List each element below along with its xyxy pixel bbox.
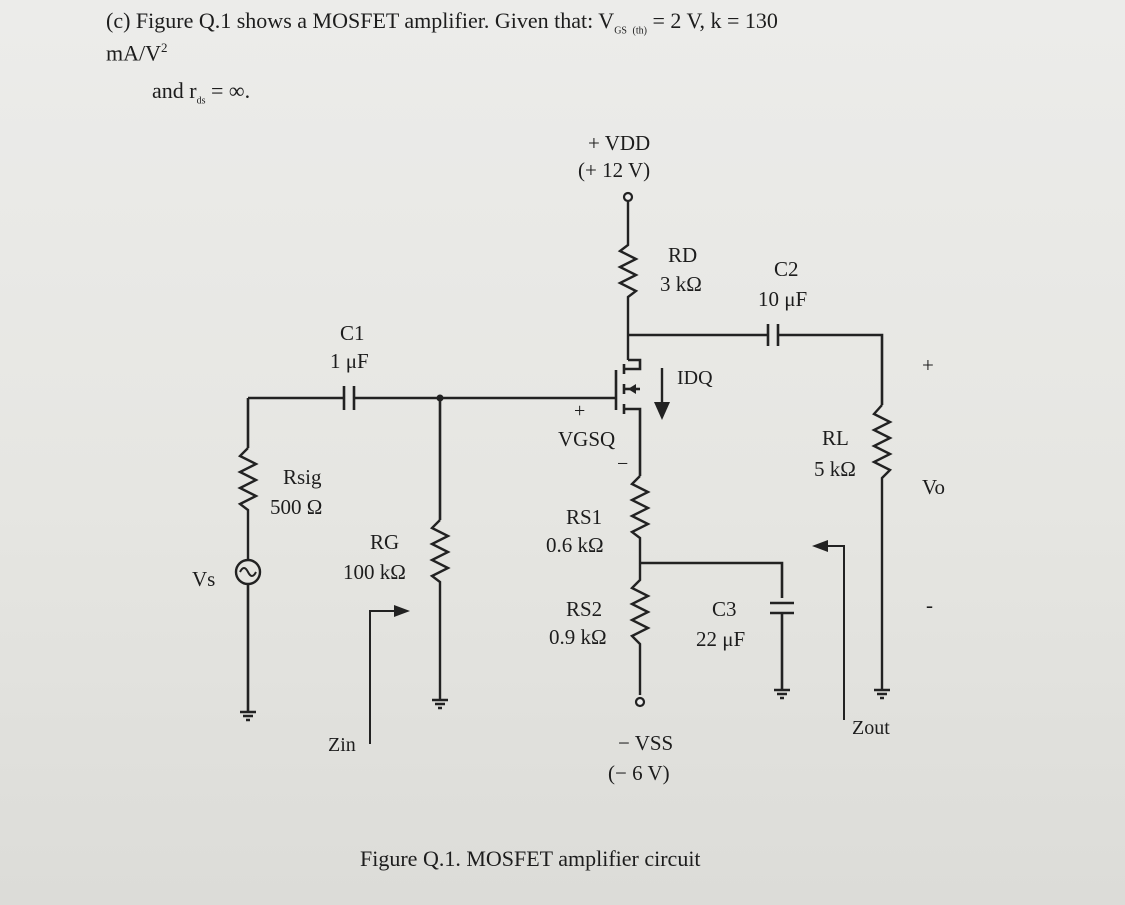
zout-indicator-line — [828, 546, 844, 720]
rds-subscript: ds — [196, 95, 206, 107]
rl-value: 5 kΩ — [814, 457, 856, 481]
vgsq-minus-sign: − — [617, 453, 629, 475]
c3-capacitor-icon — [770, 603, 794, 613]
vo-minus-sign: - — [926, 593, 933, 617]
vss-value: (− 6 V) — [608, 761, 670, 785]
c1-label: C1 — [340, 321, 365, 345]
vgsq-label: VGSQ — [558, 427, 616, 451]
vgsq-plus-sign: + — [574, 400, 586, 422]
vdd-terminal-icon — [624, 193, 632, 201]
rg-value: 100 kΩ — [343, 560, 406, 584]
c2-to-rl-wire — [778, 335, 882, 405]
rs1-label: RS1 — [566, 505, 603, 529]
vo-label: Vo — [922, 475, 945, 499]
zout-label: Zout — [852, 717, 890, 739]
vgs-subscript: GS — [614, 25, 627, 37]
question-units-exponent: 2 — [161, 40, 168, 55]
rs2-resistor-icon — [632, 563, 648, 695]
rs2-value: 0.9 kΩ — [549, 625, 607, 649]
vs-label: Vs — [192, 567, 216, 591]
rl-label: RL — [822, 426, 849, 450]
zin-indicator-line — [370, 611, 394, 744]
rl-resistor-icon — [874, 405, 890, 690]
zin-arrow-icon — [394, 605, 410, 617]
idq-arrow-head-icon — [654, 402, 670, 420]
zin-label: Zin — [328, 734, 356, 756]
rl-ground-icon — [874, 690, 890, 698]
mosfet-icon — [616, 360, 640, 432]
vgs-th-subscript: (th) — [632, 25, 647, 37]
rs-junction-to-c3-wire — [640, 563, 782, 598]
question-line3-suffix: = ∞. — [205, 78, 251, 103]
c3-label: C3 — [712, 597, 737, 621]
c2-value: 10 μF — [758, 287, 808, 311]
c2-label: C2 — [774, 257, 799, 281]
c1-capacitor-icon — [344, 386, 354, 410]
rsig-value: 500 Ω — [270, 495, 323, 519]
rd-label: RD — [668, 243, 698, 267]
c3-ground-icon — [774, 690, 790, 698]
vdd-label: + VDD — [588, 131, 651, 155]
rsig-label: Rsig — [283, 465, 322, 489]
rs1-value: 0.6 kΩ — [546, 533, 604, 557]
rs1-resistor-icon — [632, 476, 648, 563]
vs-ground-icon — [240, 712, 256, 720]
ac-wave-icon — [240, 568, 256, 576]
zout-arrow-icon — [812, 540, 828, 552]
question-line1-prefix: (c) Figure Q.1 shows a MOSFET amplifier. Given that: V — [106, 8, 615, 33]
c3-value: 22 μF — [696, 627, 746, 651]
vss-label: − VSS — [618, 731, 674, 755]
idq-label: IDQ — [677, 367, 713, 389]
c2-capacitor-icon — [768, 324, 778, 346]
figure-caption: Figure Q.1. MOSFET amplifier circuit — [360, 846, 701, 871]
c1-value: 1 μF — [330, 349, 369, 373]
vss-terminal-icon — [636, 698, 644, 706]
rg-resistor-icon — [432, 520, 448, 700]
rg-label: RG — [370, 530, 400, 554]
rg-ground-icon — [432, 700, 448, 708]
rs2-label: RS2 — [566, 597, 603, 621]
question-units: mA/V — [106, 40, 161, 66]
vdd-value: (+ 12 V) — [578, 158, 651, 182]
vo-plus-sign: + — [922, 353, 934, 377]
rsig-resistor-icon — [240, 448, 256, 560]
question-line3-prefix: and r — [152, 78, 197, 103]
question-line1-suffix: = 2 V, k = 130 — [646, 8, 778, 33]
rd-value: 3 kΩ — [660, 272, 702, 296]
